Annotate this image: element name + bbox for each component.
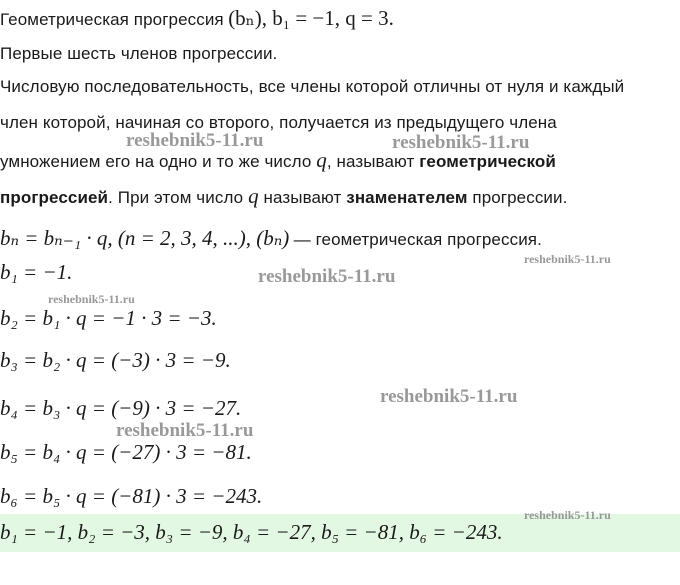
general-formula bbox=[0, 226, 542, 251]
step-b2: b₂ = b₁ · q = −1 · 3 = −3. bbox=[0, 306, 217, 330]
watermark: reshebnik5-11.ru bbox=[258, 266, 396, 287]
def3-text-b: , называют bbox=[326, 152, 415, 171]
step-b4: b₄ = b₃ · q = (−9) · 3 = −27. bbox=[0, 396, 242, 420]
watermark: reshebnik5-11.ru bbox=[380, 386, 518, 407]
watermark: reshebnik5-11.ru bbox=[524, 508, 611, 522]
def3-term: геометрической bbox=[419, 152, 556, 171]
def4-term-2: знаменателем bbox=[346, 188, 468, 207]
watermark: reshebnik5-11.ru bbox=[524, 252, 611, 266]
def3-text-a: умножением его на одно и то же число bbox=[0, 152, 312, 171]
definition-line-4 bbox=[0, 184, 567, 209]
def4-text-a: . При этом число bbox=[108, 188, 244, 207]
definition-line-1: Числовую последовательность, все члены которой отличны от нуля и каждый bbox=[0, 77, 625, 96]
answer-line: b₁ = −1, b₂ = −3, b₃ = −9, b₄ = −27, b₅ = −81, b₆ = −243. bbox=[0, 520, 503, 544]
general-formula-math: bₙ = bₙ₋₁ · q, (n = 2, 3, 4, ...), (bₙ) bbox=[0, 226, 290, 250]
task-heading bbox=[0, 6, 394, 31]
heading-formula: (bₙ), b₁ = −1, q = 3. bbox=[228, 6, 394, 30]
def4-text-b: называют bbox=[263, 188, 342, 207]
def4-term: прогрессией bbox=[0, 188, 109, 207]
watermark: reshebnik5-11.ru bbox=[116, 420, 254, 441]
step-b5: b₅ = b₄ · q = (−27) · 3 = −81. bbox=[0, 440, 252, 464]
def3-var: q bbox=[316, 148, 327, 172]
watermark: reshebnik5-11.ru bbox=[126, 130, 264, 151]
general-formula-suffix: — геометрическая прогрессия. bbox=[293, 230, 542, 249]
step-b6: b₆ = b₅ · q = (−81) · 3 = −243. bbox=[0, 484, 263, 508]
definition-line-2: член которой, начиная со второго, получается из предыдущего члена bbox=[0, 113, 557, 132]
intro-text: Первые шесть членов прогрессии. bbox=[0, 44, 278, 63]
def4-var: q bbox=[248, 184, 259, 208]
step-b1: b₁ = −1. bbox=[0, 260, 73, 284]
watermark: reshebnik5-11.ru bbox=[48, 292, 135, 306]
watermark: reshebnik5-11.ru bbox=[392, 132, 530, 153]
step-b3: b₃ = b₂ · q = (−3) · 3 = −9. bbox=[0, 348, 231, 372]
def4-text-c: прогрессии. bbox=[472, 188, 568, 207]
heading-text: Геометрическая прогрессия bbox=[0, 10, 224, 29]
